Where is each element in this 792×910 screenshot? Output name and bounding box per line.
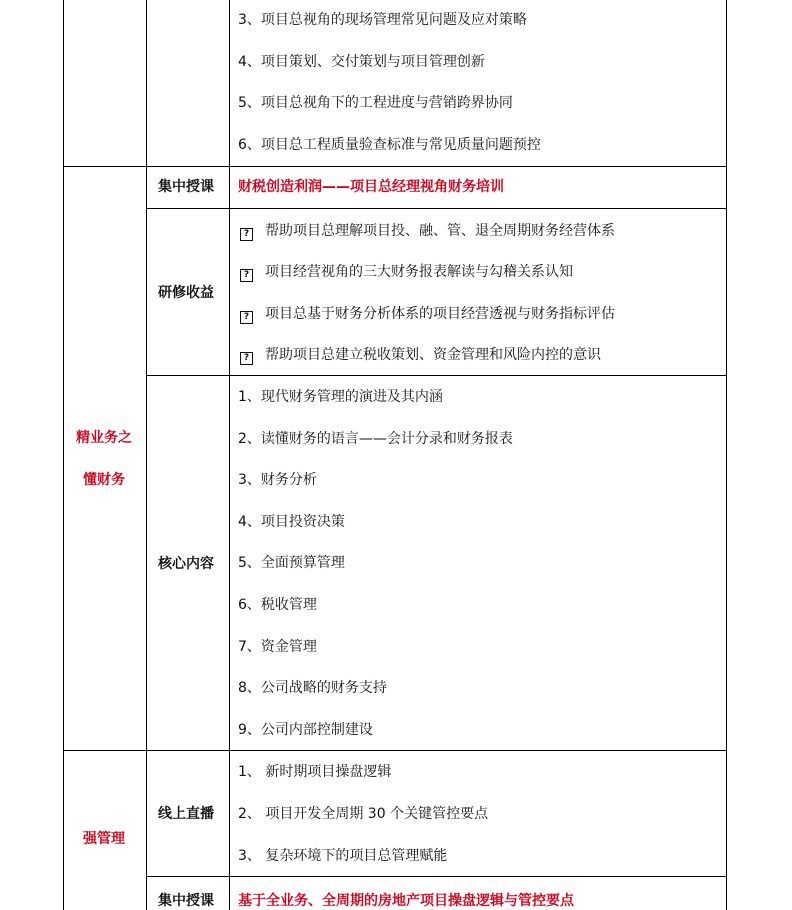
- course-title: 财税创造利润——项目总经理视角财务培训: [238, 179, 504, 195]
- row-divider: [63, 166, 727, 167]
- benefit-text: 项目经营视角的三大财务报表解读与勾稽关系认知: [265, 264, 573, 280]
- list-item: 1、现代财务管理的演进及其内涵: [238, 389, 443, 405]
- section-title: 强管理: [83, 831, 125, 847]
- table-border-col1: [146, 0, 147, 910]
- section-title: [64, 429, 144, 489]
- list-item: 9、公司内部控制建设: [238, 722, 373, 738]
- row-divider: [146, 375, 727, 376]
- benefit-text: 项目总基于财务分析体系的项目经营透视与财务指标评估: [265, 306, 615, 322]
- list-item: 5、全面预算管理: [238, 555, 345, 571]
- list-item: 4、项目策划、交付策划与项目管理创新: [238, 54, 485, 70]
- list-item: 2、 项目开发全周期 30 个关键管控要点: [238, 806, 489, 822]
- benefit-item: [240, 222, 615, 241]
- row-divider: [63, 750, 727, 751]
- list-item: 8、公司战略的财务支持: [238, 680, 387, 696]
- list-item: 7、资金管理: [238, 639, 317, 655]
- benefit-text: 帮助项目总理解项目投、融、管、退全周期财务经营体系: [265, 223, 615, 239]
- row-label: 集中授课: [158, 179, 214, 195]
- course-title: 基于全业务、全周期的房地产项目操盘逻辑与管控要点: [238, 893, 574, 909]
- checkbox-icon: ?: [240, 228, 253, 241]
- row-label: 研修收益: [158, 285, 214, 301]
- benefit-text: 帮助项目总建立税收策划、资金管理和风险内控的意识: [265, 347, 601, 363]
- list-item: 2、读懂财务的语言——会计分录和财务报表: [238, 431, 513, 447]
- row-divider: [146, 876, 727, 877]
- list-item: 3、财务分析: [238, 472, 317, 488]
- benefit-item: [240, 305, 615, 324]
- benefit-item: [240, 263, 573, 282]
- checkbox-icon: ?: [240, 352, 253, 365]
- list-item: 1、 新时期项目操盘逻辑: [238, 764, 392, 780]
- row-divider: [146, 208, 727, 209]
- row-label: 核心内容: [158, 556, 214, 572]
- table-border-col2: [229, 0, 230, 910]
- list-item: 5、项目总视角下的工程进度与营销跨界协同: [238, 95, 513, 111]
- row-label: 集中授课: [158, 893, 214, 909]
- table-border-right: [726, 0, 727, 910]
- checkbox-icon: ?: [240, 269, 253, 282]
- section-title-line: 懂财务: [83, 472, 125, 488]
- list-item: 6、项目总工程质量验查标准与常见质量问题预控: [238, 137, 541, 153]
- section-title-line: 精业务之: [76, 430, 132, 446]
- list-item: 3、项目总视角的现场管理常见问题及应对策略: [238, 12, 527, 28]
- list-item: 4、项目投资决策: [238, 514, 345, 530]
- benefit-item: [240, 346, 601, 365]
- row-label: 线上直播: [158, 806, 214, 822]
- checkbox-icon: ?: [240, 311, 253, 324]
- list-item: 6、税收管理: [238, 597, 317, 613]
- list-item: 3、 复杂环境下的项目总管理赋能: [238, 848, 448, 864]
